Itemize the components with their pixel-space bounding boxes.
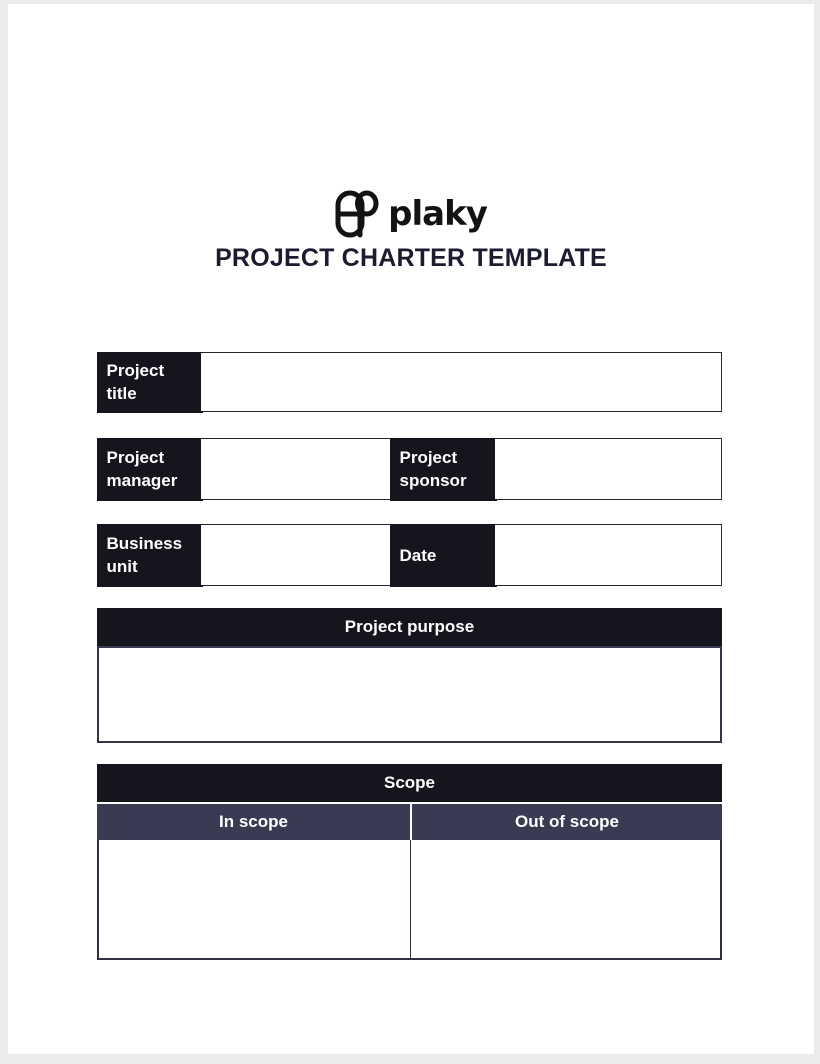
- manager-sponsor-row: [97, 438, 722, 500]
- in-scope-header: In scope: [97, 804, 410, 840]
- project-purpose-header: Project purpose: [97, 608, 722, 646]
- brand-name: plaky: [388, 194, 487, 234]
- project-purpose-field[interactable]: [97, 646, 722, 743]
- page-title: PROJECT CHARTER TEMPLATE: [215, 244, 607, 272]
- project-sponsor-label: Project sponsor: [390, 438, 497, 501]
- business-date-row: [97, 524, 722, 586]
- business-unit-field[interactable]: [201, 525, 391, 585]
- date-field[interactable]: [495, 525, 721, 585]
- project-manager-field[interactable]: [201, 439, 391, 499]
- scope-body-row: [97, 840, 722, 960]
- scope-subheader-row: [97, 804, 722, 840]
- project-purpose-section: [97, 608, 722, 743]
- project-title-row: [97, 352, 722, 412]
- in-scope-field[interactable]: [99, 840, 411, 958]
- out-of-scope-header: Out of scope: [412, 804, 722, 840]
- document-page: [8, 4, 814, 1054]
- project-title-label: Project title: [97, 352, 203, 413]
- out-of-scope-field[interactable]: [411, 840, 720, 958]
- plaky-logo-icon: [335, 190, 379, 238]
- project-manager-label: Project manager: [97, 438, 203, 501]
- business-unit-label: Business unit: [97, 524, 203, 587]
- scope-header: Scope: [97, 764, 722, 802]
- date-label: Date: [390, 524, 497, 587]
- brand-logo: [8, 188, 814, 240]
- project-title-field[interactable]: [201, 353, 721, 411]
- project-sponsor-field[interactable]: [495, 439, 721, 499]
- scope-section: [97, 764, 722, 960]
